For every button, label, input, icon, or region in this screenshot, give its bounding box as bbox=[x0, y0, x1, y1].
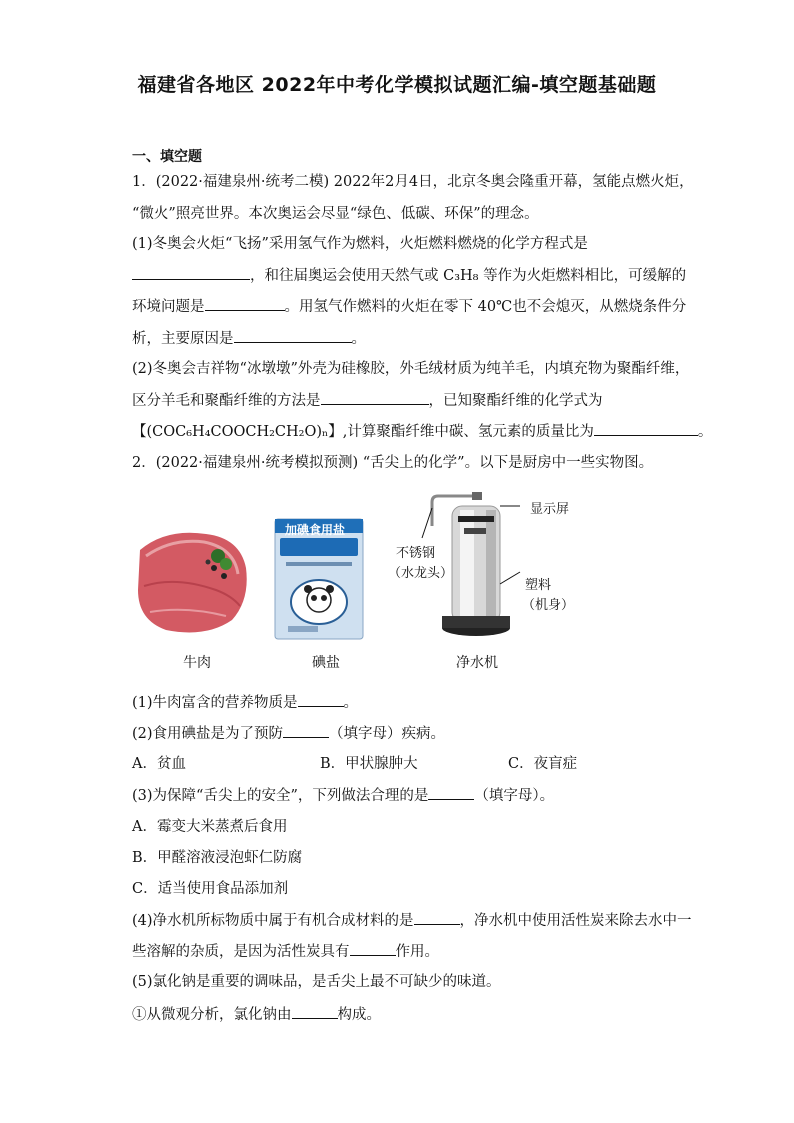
beef-caption: 牛肉 bbox=[183, 655, 211, 671]
q1-line-7: (2)冬奥会吉祥物“冰墩墩”外壳为硅橡胶，外毛绒材质为纯羊毛，内填充物为聚酯纤维， bbox=[132, 361, 690, 377]
q2-part-2: (2)食用碘盐是为了预防 （填字母）疾病。 bbox=[132, 723, 672, 744]
option-a[interactable]: A．霉变大米蒸煮后食用 bbox=[132, 819, 288, 835]
option-c[interactable]: C．夜盲症 bbox=[508, 756, 578, 772]
answer-blank[interactable] bbox=[132, 265, 250, 280]
plastic-label: 塑料 bbox=[525, 578, 552, 593]
answer-blank[interactable] bbox=[298, 692, 344, 707]
answer-blank[interactable] bbox=[205, 296, 285, 311]
q2-part-2-options bbox=[132, 754, 672, 774]
answer-blank[interactable] bbox=[283, 723, 329, 738]
q1-line-4: ，和往届奥运会使用天然气或 C₃H₈ 等作为火炬燃料相比，可缓解的 bbox=[132, 265, 672, 286]
option-b[interactable]: B．甲状腺肿大 bbox=[320, 756, 418, 772]
body-label: （机身） bbox=[522, 598, 575, 613]
section-title: 一、填空题 bbox=[132, 149, 202, 165]
q2-part-3: (3)为保障“舌尖上的安全”，下列做法合理的是 （填字母）。 bbox=[132, 785, 672, 806]
option-b[interactable]: B．甲醛溶液浸泡虾仁防腐 bbox=[132, 850, 303, 866]
q1-line-1: 1．(2022·福建泉州·统考二模) 2022年2月4日，北京冬奥会隆重开幕，氢能点燃火炬， bbox=[132, 174, 694, 190]
q1-line-6: 析，主要原因是 。 bbox=[132, 328, 672, 349]
answer-blank[interactable] bbox=[428, 785, 474, 800]
answer-blank[interactable] bbox=[321, 390, 429, 405]
display-label: 显示屏 bbox=[530, 502, 570, 517]
purifier-caption: 净水机 bbox=[456, 655, 498, 671]
answer-blank[interactable] bbox=[234, 328, 352, 343]
answer-blank[interactable] bbox=[292, 1004, 338, 1019]
option-a[interactable]: A．贫血 bbox=[132, 756, 186, 772]
salt-caption: 碘盐 bbox=[312, 655, 340, 671]
steel-label: 不锈钢 bbox=[396, 546, 436, 561]
q2-part-5: (5)氯化钠是重要的调味品，是舌尖上最不可缺少的味道。 bbox=[132, 974, 501, 990]
answer-blank[interactable] bbox=[594, 421, 698, 436]
q2-part-4: (4)净水机所标物质中属于有机合成材料的是 ，净水机中使用活性炭来除去水中一 bbox=[132, 910, 672, 931]
q1-line-3: (1)冬奥会火炬“飞扬”采用氢气作为燃料，火炬燃料燃烧的化学方程式是 bbox=[132, 236, 588, 252]
q1-line-9: 【(COC₆H₄COOCH₂CH₂O)ₙ】,计算聚酯纤维中碳、氢元素的质量比为 。 bbox=[132, 421, 672, 442]
answer-blank[interactable] bbox=[350, 941, 396, 956]
q2-line-1: 2．(2022·福建泉州·统考模拟预测) “舌尖上的化学”。以下是厨房中一些实物图。 bbox=[132, 455, 654, 471]
faucet-label: （水龙头） bbox=[388, 566, 454, 581]
page-title: 福建省各地区 2022年中考化学模拟试题汇编-填空题基础题 bbox=[137, 74, 657, 96]
salt-pack-text: 加碘食用盐 bbox=[285, 523, 346, 537]
q2-part-4-cont: 些溶解的杂质，是因为活性炭具有 作用。 bbox=[132, 941, 672, 962]
beef-image bbox=[136, 520, 250, 638]
q2-part-5-1: ①从微观分析，氯化钠由 构成。 bbox=[132, 1004, 672, 1025]
q1-line-2: “微火”照亮世界。本次奥运会尽显“绿色、低碳、环保”的理念。 bbox=[132, 206, 539, 222]
option-c[interactable]: C．适当使用食品添加剂 bbox=[132, 881, 289, 897]
answer-blank[interactable] bbox=[414, 910, 460, 925]
q1-line-8: 区分羊毛和聚酯纤维的方法是 ，已知聚酯纤维的化学式为 bbox=[132, 390, 672, 411]
q1-line-5: 环境问题是 。用氢气作燃料的火炬在零下 40℃也不会熄灭，从燃烧条件分 bbox=[132, 296, 672, 317]
q2-part-1: (1)牛肉富含的营养物质是 。 bbox=[132, 692, 672, 713]
